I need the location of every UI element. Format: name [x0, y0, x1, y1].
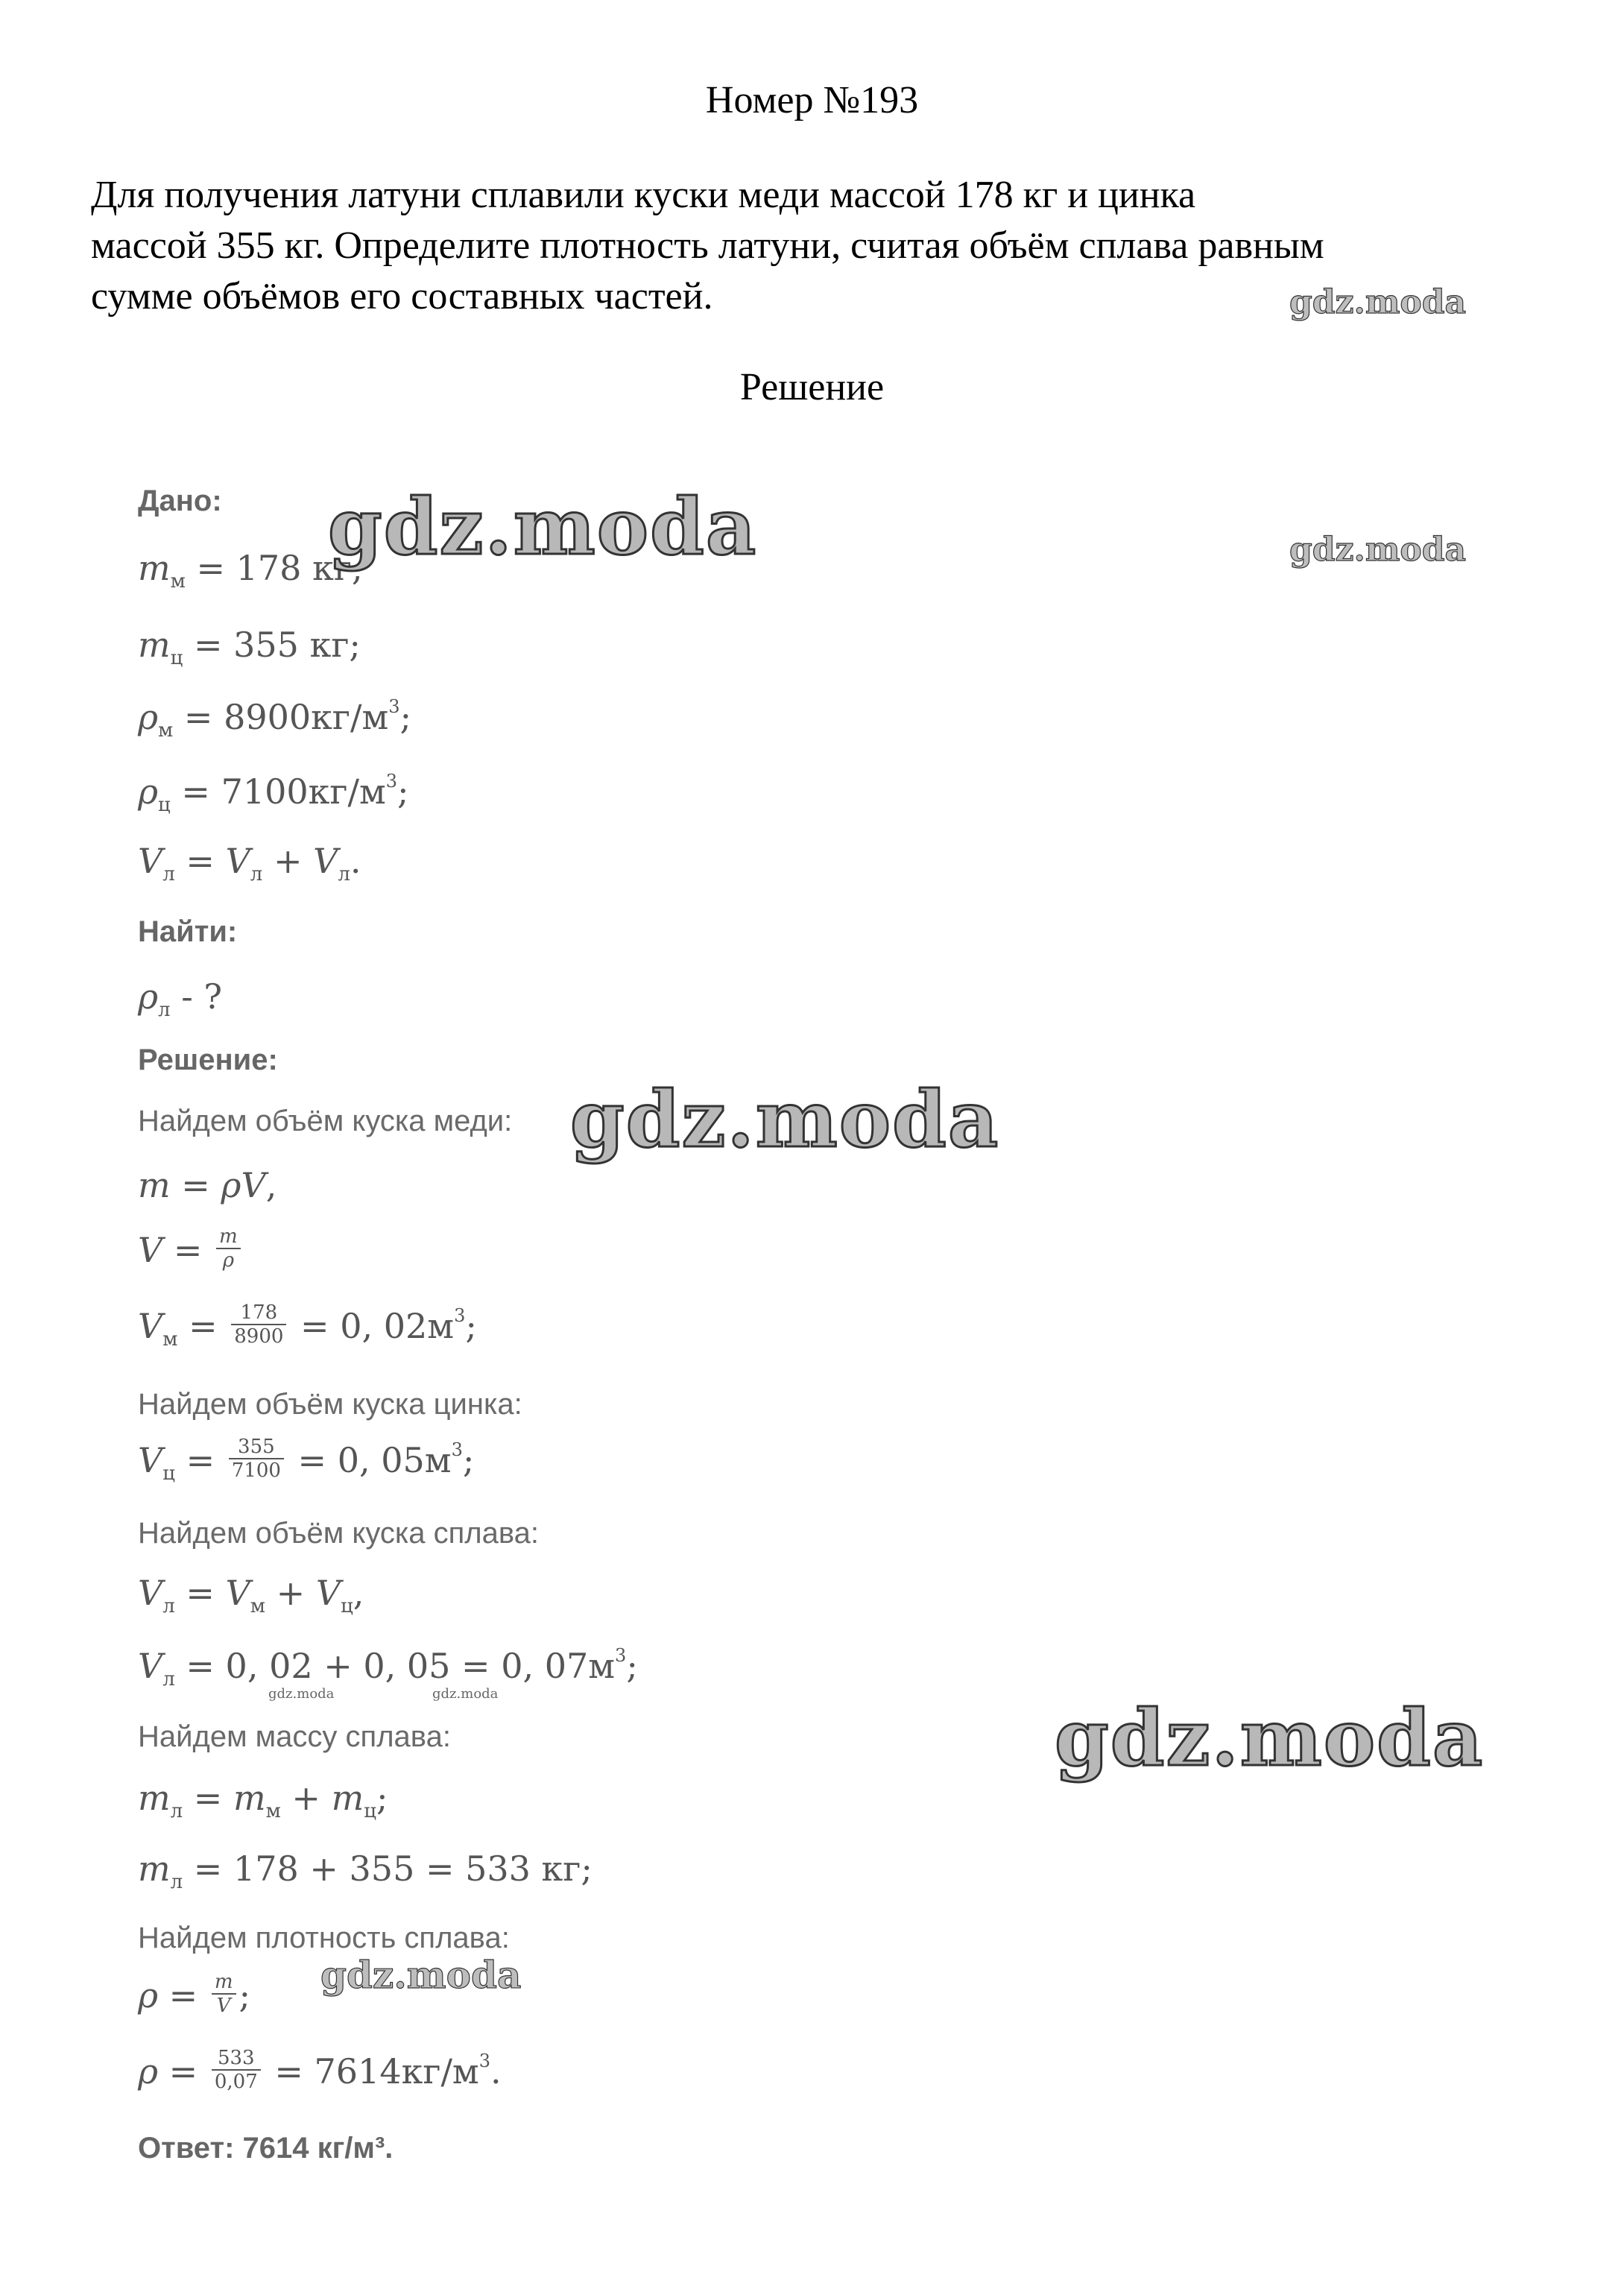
equation-alloy-mass-sum: $m_л = m_м + m_ц$; [138, 1778, 388, 1822]
step-alloy-density: Найдем плотность сплава: [138, 1922, 510, 1954]
watermark: gdz.moda [432, 1686, 499, 1702]
equation-given-mass-copper: $m_м = 178$ кг; [138, 548, 364, 593]
equation-alloy-volume-sum: $V_л = V_м + V_ц$, [138, 1573, 364, 1617]
solution-label: Решение: [138, 1044, 278, 1076]
problem-line: Для получения латуни сплавили куски меди массой 178 кг и цинка [91, 174, 1196, 216]
equation-density-value: ρ = $\frac{533}{0,07}$ = $7614кг/м^3$. [138, 2047, 502, 2093]
given-label: Дано: [138, 484, 222, 517]
section-title: Решение [739, 366, 885, 408]
watermark: gdz.moda [1289, 531, 1467, 569]
problem-line: массой 355 кг. Определите плотность латуни, считая объём сплава равным [91, 224, 1324, 267]
equation-given-volume: $V_л = V_л + V_л$. [138, 841, 361, 886]
equation-density-formula: ρ = $\frac{m}{V}$ ; [138, 1971, 250, 2017]
problem-line: сумме объёмов его составных частей. [91, 275, 713, 318]
step-alloy-mass: Найдем массу сплава: [138, 1720, 451, 1753]
step-copper-volume: Найдем объём куска меди: [138, 1105, 513, 1137]
equation-volume-formula: V = $\frac{m}{\rho}$ [138, 1230, 244, 1276]
page-title: Номер №193 [705, 79, 919, 121]
step-zinc-volume: Найдем объём куска цинка: [138, 1388, 522, 1421]
equation-alloy-mass-value: $m_л = 178 + 355 = 533$ кг; [138, 1849, 593, 1893]
watermark: gdz.moda [1055, 1692, 1485, 1784]
equation-find: $\rho_л$ - ? [138, 976, 223, 1021]
step-alloy-volume: Найдем объём куска сплава: [138, 1517, 540, 1550]
watermark: gdz.moda [328, 481, 758, 572]
equation-alloy-volume-value: $V_л = 0$, 02 + 0, 05 = 0, $07м^3$; [138, 1645, 638, 1691]
watermark: gdz.moda [268, 1686, 335, 1702]
equation-mass-formula: m = ρV, [138, 1165, 277, 1205]
watermark: gdz.moda [570, 1073, 1000, 1165]
answer: Ответ: 7614 кг/м³. [138, 2132, 394, 2165]
watermark: gdz.moda [1289, 283, 1467, 321]
equation-given-density-copper: $\rho_м = 8900кг/м^3$; [138, 696, 412, 742]
equation-given-mass-zinc: $m_ц = 355$ кг; [138, 625, 361, 669]
equation-given-density-zinc: $\rho_ц = 7100кг/м^3$; [138, 771, 409, 816]
watermark: gdz.moda [320, 1953, 522, 1997]
find-label: Найти: [138, 915, 238, 948]
equation-copper-volume: $V_м$ = $\frac{178}{8900}$ = 0, $02м^3$; [138, 1301, 477, 1351]
equation-zinc-volume: $V_ц$ = $\frac{355}{7100}$ = 0, $05м^3$; [138, 1436, 475, 1485]
